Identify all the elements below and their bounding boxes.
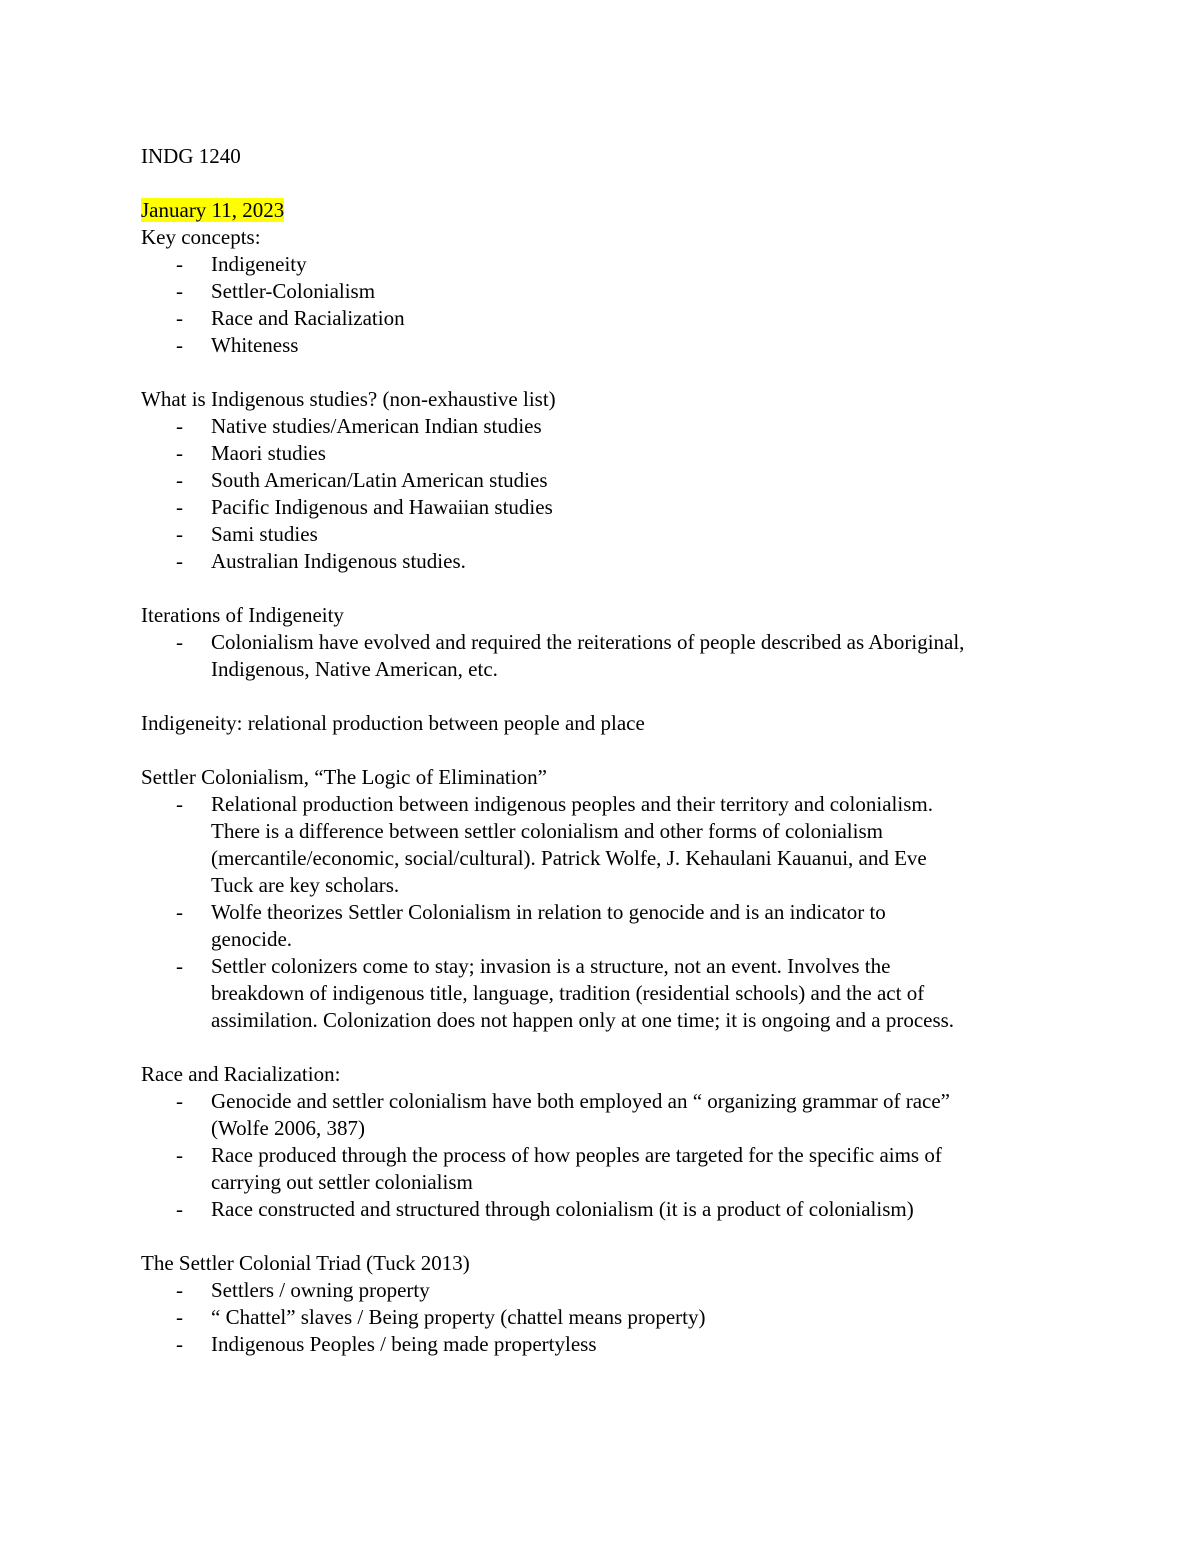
settler-colonialism-list [141, 791, 1081, 1034]
dash-bullet: - [176, 954, 183, 978]
list-item: - Sami studies [176, 522, 318, 546]
list-item: - Indigenous Peoples / being made propertyless [176, 1332, 597, 1356]
dash-bullet: - [176, 495, 183, 519]
dash-bullet: - [176, 1278, 183, 1302]
course-title: INDG 1240 [141, 144, 241, 168]
dash-bullet: - [176, 1332, 183, 1356]
settler-colonialism-heading: Settler Colonialism, “The Logic of Elimination” [141, 765, 547, 789]
indigeneity-definition: Indigeneity: relational production between people and place [141, 711, 645, 735]
date-highlight: January 11, 2023 [141, 198, 285, 222]
triad-list [141, 1277, 1081, 1358]
dash-bullet: - [176, 1197, 183, 1221]
studies-list [141, 413, 1081, 575]
iterations-list [141, 629, 1081, 683]
list-item: - Colonialism have evolved and required the reiterations of people described as Aboriginal, Indigenous, Native American, etc. [176, 630, 965, 681]
list-item: - Australian Indigenous studies. [176, 549, 466, 573]
list-item: - Settler-Colonialism [176, 279, 376, 303]
list-item: - Indigeneity [176, 252, 307, 276]
dash-bullet: - [176, 414, 183, 438]
lecture-date [141, 197, 1081, 224]
dash-bullet: - [176, 522, 183, 546]
triad-heading: The Settler Colonial Triad (Tuck 2013) [141, 1251, 470, 1275]
iterations-heading: Iterations of Indigeneity [141, 603, 344, 627]
list-item: - Race produced through the process of how peoples are targeted for the specific aims of carrying out settler colonialism [176, 1143, 942, 1194]
race-heading: Race and Racialization: [141, 1062, 341, 1086]
dash-bullet: - [176, 252, 183, 276]
document-content [141, 143, 1081, 1358]
list-item: - Genocide and settler colonialism have both employed an “ organizing grammar of race” (Wolfe 2006, 387) [176, 1089, 950, 1140]
key-concepts-heading: Key concepts: [141, 225, 261, 249]
list-item: - Settlers / owning property [176, 1278, 430, 1302]
list-item: - Native studies/American Indian studies [176, 414, 542, 438]
dash-bullet: - [176, 306, 183, 330]
list-item: - Pacific Indigenous and Hawaiian studies [176, 495, 553, 519]
dash-bullet: - [176, 1143, 183, 1167]
dash-bullet: - [176, 792, 183, 816]
dash-bullet: - [176, 1089, 183, 1113]
key-concepts-list [141, 251, 1081, 359]
list-item: - Race constructed and structured through colonialism (it is a product of colonialism) [176, 1197, 914, 1221]
list-item: - “ Chattel” slaves / Being property (chattel means property) [176, 1305, 706, 1329]
dash-bullet: - [176, 900, 183, 924]
list-item: - Settler colonizers come to stay; invasion is a structure, not an event. Involves the breakdown of indigenous title, language, tradition (residential schools) and the act of assimilation. Colonization does not happen only at one time; it is ongoing and a process. [176, 954, 955, 1032]
list-item: - Race and Racialization [176, 306, 405, 330]
dash-bullet: - [176, 333, 183, 357]
list-item: - South American/Latin American studies [176, 468, 548, 492]
list-item: - Wolfe theorizes Settler Colonialism in relation to genocide and is an indicator to genocide. [176, 900, 886, 951]
list-item: - Maori studies [176, 441, 326, 465]
dash-bullet: - [176, 549, 183, 573]
dash-bullet: - [176, 630, 183, 654]
dash-bullet: - [176, 1305, 183, 1329]
dash-bullet: - [176, 279, 183, 303]
list-item: - Whiteness [176, 333, 299, 357]
dash-bullet: - [176, 441, 183, 465]
studies-heading: What is Indigenous studies? (non-exhaustive list) [141, 387, 556, 411]
list-item: - Relational production between indigenous peoples and their territory and colonialism. There is a difference between settler colonialism and other forms of colonialism (mercantile/economic, social/cultural). Patrick Wolfe, J. Kehaulani Kauanui, and Eve Tuck are key scholars. [176, 792, 933, 897]
dash-bullet: - [176, 468, 183, 492]
race-list [141, 1088, 1081, 1223]
